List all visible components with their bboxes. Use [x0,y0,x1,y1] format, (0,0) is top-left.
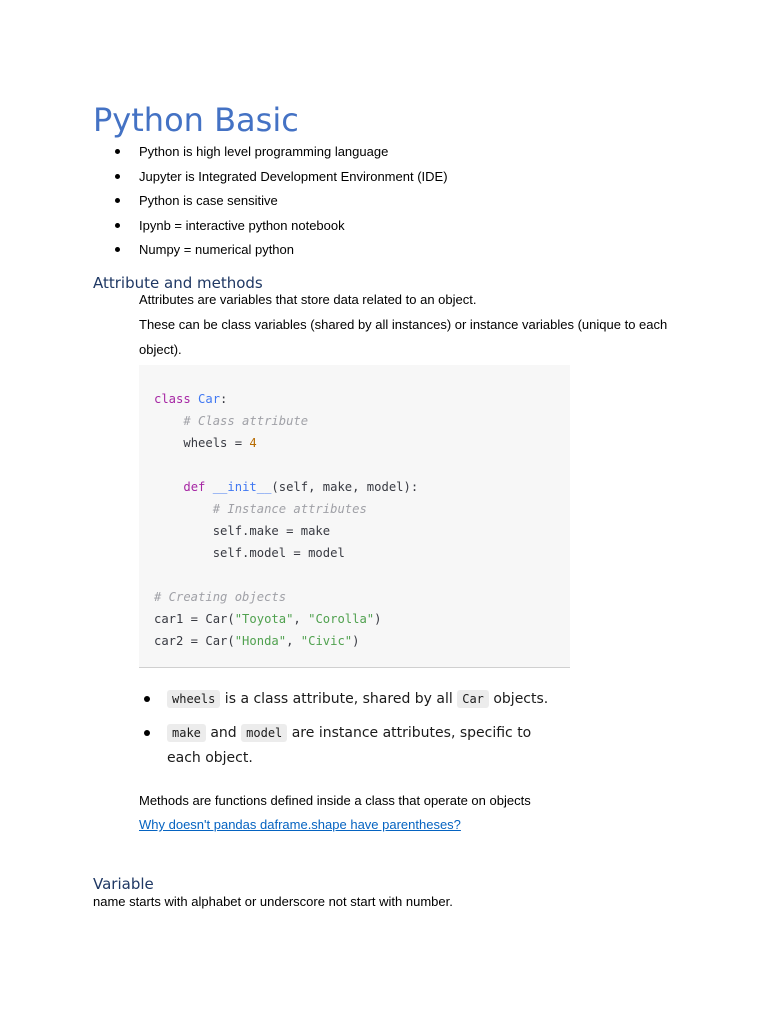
inline-code: model [241,724,287,742]
list-item-text: Python is case sensitive [139,193,278,208]
code-string: "Corolla" [308,612,375,626]
list-item [0,168,768,188]
list-item-text [167,721,567,771]
code-string: "Honda" [234,634,287,648]
code-token: , [293,612,309,626]
code-function-name: __init__ [212,480,272,494]
code-text [154,388,418,652]
note-text: objects. [488,691,549,707]
code-token: : [220,392,228,406]
methods-paragraph: Methods are functions defined inside a class that operate on objects [139,793,531,808]
bullet-icon [144,696,150,702]
code-comment: # Creating objects [154,590,287,604]
list-item [0,143,768,163]
list-item-text: Ipynb = interactive python notebook [139,218,345,233]
page-title: Python Basic [93,101,299,139]
note-text: are instance attributes, specific to each object. [167,725,532,766]
code-class-name: Car [198,392,221,406]
code-string: "Toyota" [234,612,294,626]
bullet-icon [115,198,120,203]
list-item-text: Numpy = numerical python [139,242,294,257]
list-item-text: Python is high level programming language [139,144,389,159]
list-item [0,241,768,261]
attributes-paragraph-line: These can be class variables (shared by all instances) or instance variables (unique to each [139,317,668,332]
bullet-icon [115,223,120,228]
code-token: ) [374,612,382,626]
code-keyword: class [154,392,191,406]
note-text: is a class attribute, shared by all [220,691,458,707]
inline-code: make [167,724,206,742]
bullet-icon [115,174,120,179]
list-item [0,192,768,212]
pandas-shape-link[interactable]: Why doesn't pandas daframe.shape have parentheses? [139,817,461,832]
note-text: and [205,725,242,741]
code-token: ) [352,634,360,648]
bullet-icon [115,149,120,154]
list-item-text: Jupyter is Integrated Development Environment (IDE) [139,169,448,184]
inline-code: Car [457,690,489,708]
link-paragraph [139,816,461,834]
attributes-paragraph: Attributes are variables that store data related to an object. [139,292,477,307]
code-token: car1 = Car( [154,612,235,626]
code-keyword: def [183,480,206,494]
section-heading-variable: Variable [93,875,154,893]
code-string: "Civic" [300,634,353,648]
code-token: , [286,634,301,648]
code-token: (self, make, model): [271,480,419,494]
list-item [0,217,768,237]
code-token: self.make = make [212,524,331,538]
code-token: wheels = [183,436,250,450]
attributes-paragraph-line: object). [139,342,182,357]
bullet-icon [144,730,150,736]
bullet-icon [115,247,120,252]
inline-code: wheels [167,690,220,708]
code-comment: # Instance attributes [212,502,367,516]
variable-paragraph: name starts with alphabet or underscore not start with number. [93,894,453,909]
code-comment: # Class attribute [183,414,309,428]
list-item-text [167,687,567,712]
section-heading-attributes: Attribute and methods [93,274,263,292]
code-token: car2 = Car( [154,634,235,648]
code-token: self.model = model [212,546,345,560]
code-block [139,365,570,668]
code-number: 4 [249,436,257,450]
